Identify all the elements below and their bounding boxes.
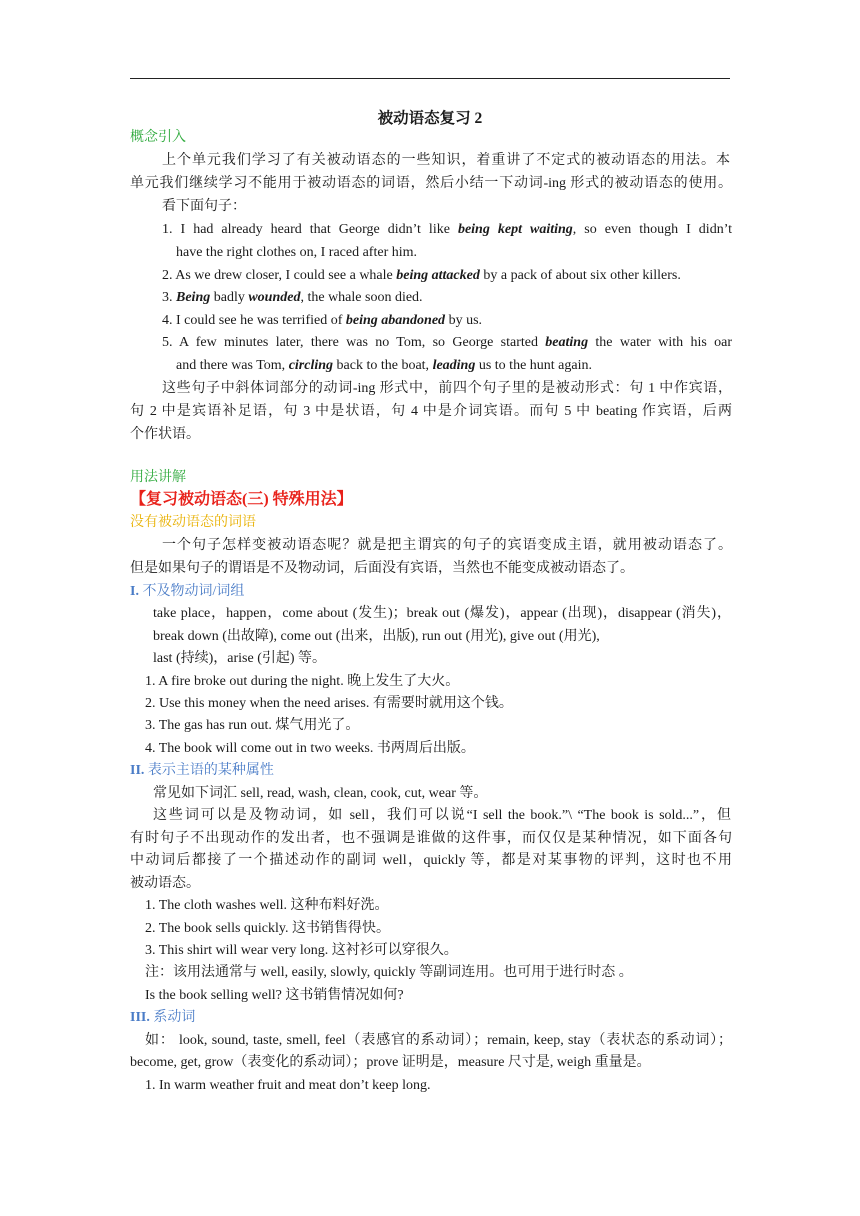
intro-line-1: 上个单元我们学习了有关被动语态的一些知识，着重讲了不定式的被动语态的用法。本 [162, 153, 730, 168]
section-2-line-3: 有时句子不出现动作的发出者，也不强调是谁做的这件事，而仅仅是某种情况，如下面各句 [130, 831, 732, 846]
example-2: 2. As we drew closer, I could see a whale being attacked by a pack of about six other killers. [162, 268, 681, 283]
example-5-line-1: 5. A few minutes later, there was no Tom, so George started beating the water with his oar [162, 335, 733, 350]
section-3-line-1: 如： look, sound, taste, smell, feel（表感官的系动词）；remain, keep, stay（表状态的系动词）； [145, 1033, 732, 1048]
no-passive-heading: 没有被动语态的词语 [130, 515, 256, 530]
section-2-note: 注：该用法通常与 well, easily, slowly, quickly 等副词连用。也可用于进行时态 。 [145, 965, 633, 980]
intro-line-3: 看下面句子： [162, 199, 246, 214]
usage-heading: 用法讲解 [130, 470, 186, 485]
section-2-line-1: 常见如下词汇 sell, read, wash, clean, cook, cut, wear 等。 [153, 786, 488, 801]
review-heading: 【复习被动语态(三) 特殊用法】 [130, 491, 353, 508]
example-3: 3. Being badly wounded, the whale soon died. [162, 290, 423, 305]
section-1-words-3: last (持续)，arise (引起) 等。 [153, 651, 327, 666]
section-2-example-1: 1. The cloth washes well. 这种布料好洗。 [145, 898, 389, 913]
section-1-example-4: 4. The book will come out in two weeks. 书两周后出版。 [145, 741, 475, 756]
section-2-example-3: 3. This shirt will wear very long. 这衬衫可以穿很久。 [145, 943, 458, 958]
section-1-example-1: 1. A fire broke out during the night. 晚上发生了大火。 [145, 674, 460, 689]
section-2-heading: II. 表示主语的某种属性 [130, 763, 274, 778]
section-1-words-2: break down (出故障), come out (出来，出版), run out (用光), give out (用光), [153, 629, 600, 644]
section-2-line-2: 这些词可以是及物动词，如 sell，我们可以说“I sell the book.”\ “The book is sold...”，但 [153, 808, 731, 823]
page-title: 被动语态复习 2 [377, 110, 483, 127]
example-5-line-2: and there was Tom, circling back to the boat, leading us to the hunt again. [176, 358, 592, 373]
example-1-line-2: have the right clothes on, I raced after him. [176, 245, 418, 260]
example-4: 4. I could see he was terrified of being abandoned by us. [162, 313, 483, 328]
section-1-heading: I. 不及物动词/词组 [130, 584, 245, 599]
section-3-example-1: 1. In warm weather fruit and meat don’t keep long. [145, 1078, 431, 1093]
section-2-note-example: Is the book selling well? 这书销售情况如何? [145, 988, 404, 1003]
no-passive-line-2: 但是如果句子的谓语是不及物动词，后面没有宾语，当然也不能变成被动语态了。 [130, 561, 634, 576]
summary-line-3: 个作状语。 [130, 427, 200, 442]
section-3-line-2: become, get, grow（表变化的系动词）；prove 证明是，measure 尺寸是, weigh 重量是。 [130, 1055, 651, 1070]
no-passive-line-1: 一个句子怎样变被动语态呢？就是把主谓宾的句子的宾语变成主语，就用被动语态了。 [162, 538, 732, 553]
section-2-line-4: 中动词后都接了一个描述动作的副词 well，quickly 等，都是对某事物的评判，这时也不用 [130, 853, 732, 868]
section-2-example-2: 2. The book sells quickly. 这书销售得快。 [145, 921, 390, 936]
section-3-heading: III. 系动词 [130, 1010, 196, 1025]
example-1-line-1: 1. I had already heard that George didn’t like being kept waiting, so even though I didn’t [162, 222, 732, 237]
section-1-words-1: take place，happen，come about (发生)；break out (爆发)，appear (出现)，disappear (消失)， [153, 606, 731, 621]
section-1-example-3: 3. The gas has run out. 煤气用光了。 [145, 718, 360, 733]
header-rule [130, 78, 730, 79]
summary-line-2: 句 2 中是宾语补足语，句 3 中是状语，句 4 中是介词宾语。而句 5 中 beating 作宾语，后两 [130, 404, 732, 419]
section-2-line-5: 被动语态。 [130, 876, 200, 891]
intro-line-2: 单元我们继续学习不能用于被动语态的词语，然后小结一下动词-ing 形式的被动语态的使用。 [130, 176, 732, 191]
summary-line-1: 这些句子中斜体词部分的动词-ing 形式中，前四个句子里的是被动形式：句 1 中作宾语， [162, 381, 732, 396]
concept-heading: 概念引入 [130, 130, 186, 145]
section-1-example-2: 2. Use this money when the need arises. 有需要时就用这个钱。 [145, 696, 513, 711]
